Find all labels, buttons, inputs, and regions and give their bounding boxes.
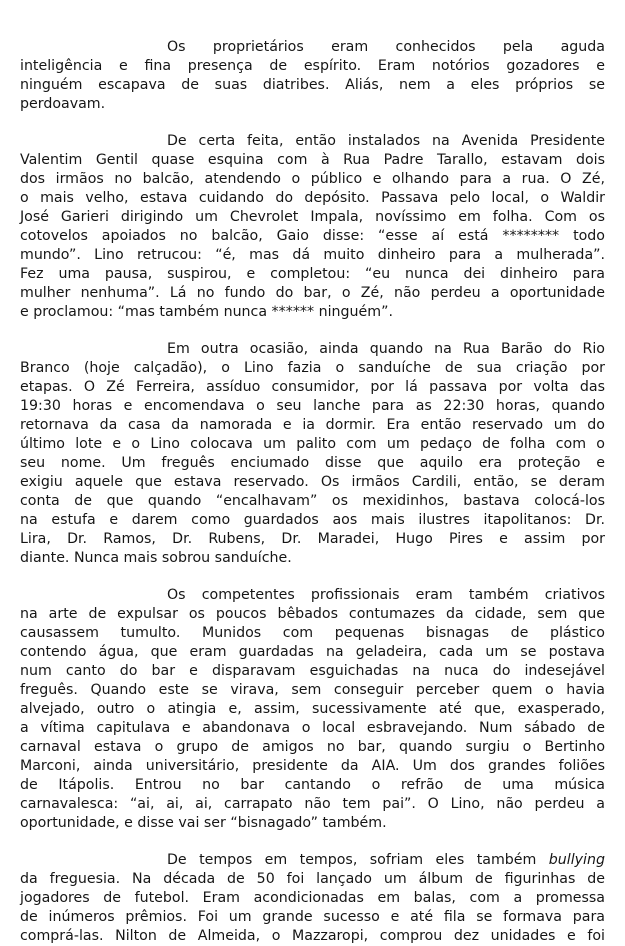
text-line: diante. Nunca mais sobrou sanduíche.	[20, 550, 292, 566]
text-line: causassem tumulto. Munidos com pequenas bisnagas de plástico	[20, 625, 605, 641]
text-line: freguês. Quando este se virava, sem conseguir perceber quem o havia	[20, 682, 605, 698]
text-line: seu nome. Um freguês enciumado disse que aquilo era proteção e	[20, 455, 605, 471]
text-line: cotovelos apoiados no balcão, Gaio disse: “esse aí está ******** todo	[20, 228, 605, 244]
text-line: De certa feita, então instalados na Avenida Presidente	[167, 133, 605, 149]
text-line: José Garieri dirigindo um Chevrolet Impala, novíssimo em folha. Com os	[20, 209, 605, 225]
paragraph-4	[20, 586, 605, 833]
text-line: Os competentes profissionais eram também criativos	[167, 587, 605, 603]
text-line: Valentim Gentil quase esquina com à Rua Padre Tarallo, estavam dois	[20, 152, 605, 168]
text-line: último lote e o Lino colocava um palito com um pedaço de folha com o	[20, 436, 605, 452]
text-line: carnavalesca: “ai, ai, ai, carrapato não tem pai”. O Lino, não perdeu a	[20, 796, 605, 812]
text-line: 19:30 horas e encomendava o seu lanche para as 22:30 horas, quando	[20, 398, 605, 414]
text-line: Os proprietários eram conhecidos pela aguda	[167, 39, 605, 55]
text-line: alvejado, outro o atingia e, assim, sucessivamente até que, exasperado,	[20, 701, 605, 717]
text-line-lead: De tempos em tempos, sofriam eles também	[167, 852, 537, 868]
text-line: num canto do bar e disparavam esguichadas na nuca do indesejável	[20, 663, 605, 679]
paragraph-1	[20, 38, 605, 114]
text-line: Lira, Dr. Ramos, Dr. Rubens, Dr. Maradei, Hugo Pires e assim por	[20, 531, 605, 547]
text-line: na estufa e darem como guardados aos mais ilustres itapolitanos: Dr.	[20, 512, 605, 528]
text-line: exigiu aquele que estava reservado. Os irmãos Cardili, então, se deram	[20, 474, 605, 490]
text-line: jogadores de futebol. Eram acondicionadas em balas, com a promessa	[20, 890, 605, 906]
text-line: e proclamou: “mas também nunca ****** ninguém”.	[20, 304, 393, 320]
text-line: mundo”. Lino retrucou: “é, mas dá muito dinheiro para a mulherada”.	[20, 247, 605, 263]
text-line: dos irmãos no balcão, atendendo o público e olhando para a rua. O Zé,	[20, 171, 605, 187]
paragraph-2	[20, 132, 605, 322]
text-line: da freguesia. Na década de 50 foi lançado um álbum de figurinhas de	[20, 871, 605, 887]
text-line: Fez uma pausa, suspirou, e completou: “eu nunca dei dinheiro para	[20, 266, 605, 282]
document-page	[20, 38, 605, 946]
text-line: perdoavam.	[20, 96, 106, 112]
text-line: Em outra ocasião, ainda quando na Rua Barão do Rio	[167, 341, 605, 357]
text-line: de Itápolis. Entrou no bar cantando o refrão de uma música	[20, 777, 605, 793]
text-line: ninguém escapava de suas diatribes. Aliás, nem a eles próprios se	[20, 77, 605, 93]
text-line: oportunidade, e disse vai ser “bisnagado” também.	[20, 815, 387, 831]
italic-term: bullying	[548, 852, 605, 868]
text-line: etapas. O Zé Ferreira, assíduo consumidor, por lá passava por volta das	[20, 379, 605, 395]
text-line: mulher nenhuma”. Lá no fundo do bar, o Zé, não perdeu a oportunidade	[20, 285, 605, 301]
text-line: Branco (hoje calçadão), o Lino fazia o sanduíche de sua criação por	[20, 360, 605, 376]
text-line: carnaval estava o grupo de amigos no bar, quando surgiu o Bertinho	[20, 739, 605, 755]
paragraph-5	[20, 851, 605, 946]
text-line: o mais velho, estava cuidando do depósito. Passava pelo local, o Waldir	[20, 190, 605, 206]
text-line: contendo água, que eram guardadas na geladeira, cada um se postava	[20, 644, 605, 660]
text-line: conta de que quando “encalhavam” os mexidinhos, bastava colocá-los	[20, 493, 605, 509]
text-line: retornava da casa da namorada e ia dormir. Era então reservado um do	[20, 417, 605, 433]
paragraph-3	[20, 340, 605, 568]
text-line: na arte de expulsar os poucos bêbados contumazes da cidade, sem que	[20, 606, 605, 622]
text-line: a vítima capitulava e abandonava o local esbravejando. Num sábado de	[20, 720, 605, 736]
text-line: inteligência e fina presença de espírito. Eram notórios gozadores e	[20, 58, 605, 74]
text-line: comprá-las. Nilton de Almeida, o Mazzaropi, comprou dez unidades e foi	[20, 928, 605, 944]
text-line: Marconi, ainda universitário, presidente da AIA. Um dos grandes foliões	[20, 758, 605, 774]
text-line: de inúmeros prêmios. Foi um grande sucesso e até fila se formava para	[20, 909, 605, 925]
text-line	[20, 851, 605, 870]
